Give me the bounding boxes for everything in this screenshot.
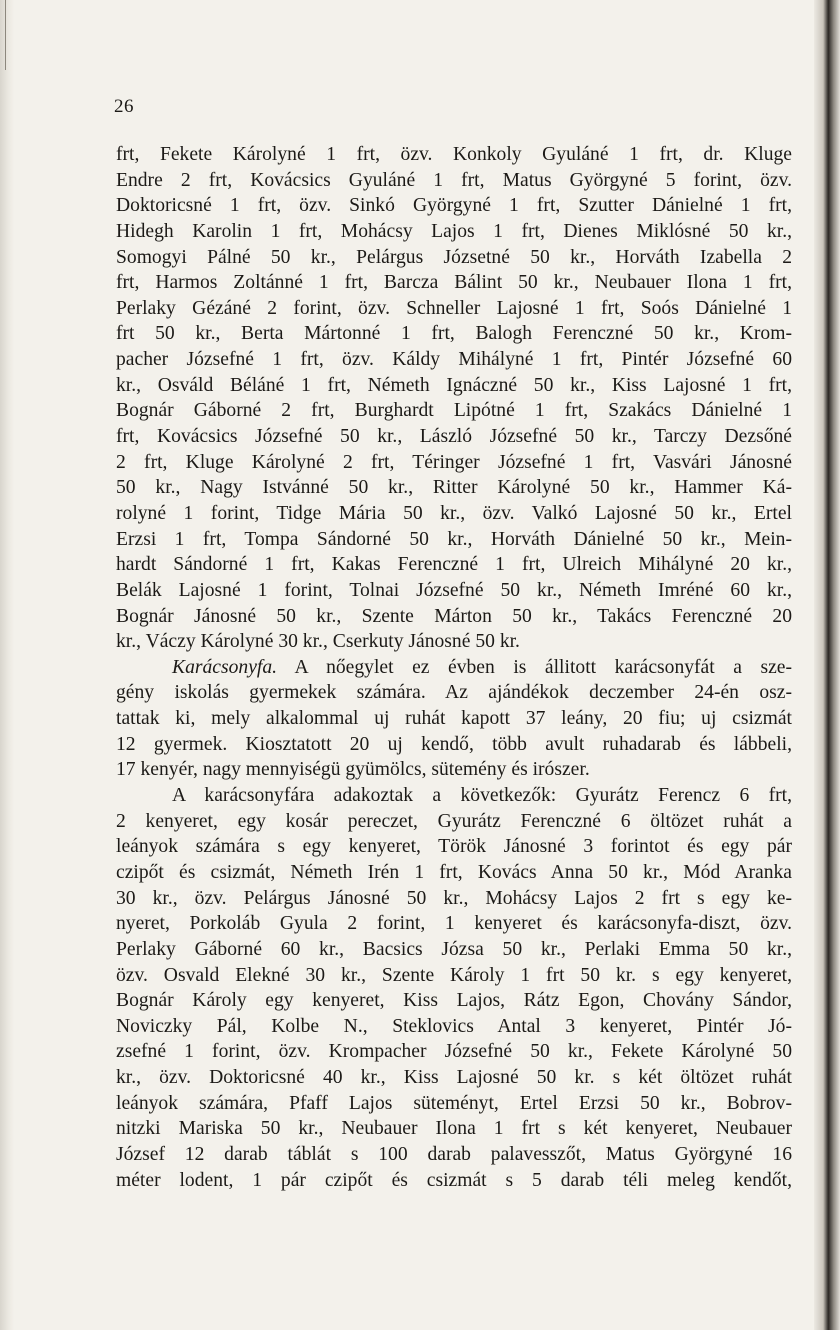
text-line: nyeret, Porkoláb Gyula 2 forint, 1 kenyeret és karácsonyfa-diszt, özv. xyxy=(116,913,792,935)
text-line: frt, Kovácsics Józsefné 50 kr., László Józsefné 50 kr., Tarczy Dezsőné xyxy=(116,426,792,448)
paragraph-first-line: A karácsonyfára adakoztak a következők: Gyurátz Ferencz 6 frt, xyxy=(172,785,792,807)
text-line-rest: A nőegylet ez évben is állitott karácsonyfát a sze- xyxy=(277,656,792,678)
page-left-margin-shadow xyxy=(0,0,14,1330)
text-line: Bognár Károly egy kenyeret, Kiss Lajos, Rátz Egon, Chovány Sándor, xyxy=(116,990,792,1012)
text-line: Somogyi Pálné 50 kr., Pelárgus Józsetné 50 kr., Horváth Izabella 2 xyxy=(116,246,792,268)
page-right-binding-shadow xyxy=(814,0,840,1330)
text-line: frt 50 kr., Berta Mártonné 1 frt, Balogh Ferenczné 50 kr., Krom- xyxy=(116,323,792,345)
text-line: Hidegh Karolin 1 frt, Mohácsy Lajos 1 frt, Dienes Miklósné 50 kr., xyxy=(116,220,792,242)
text-line: Doktoricsné 1 frt, özv. Sinkó Györgyné 1 frt, Szutter Dánielné 1 frt, xyxy=(116,195,792,217)
text-line: hardt Sándorné 1 frt, Kakas Ferenczné 1 frt, Ulreich Mihályné 20 kr., xyxy=(116,554,792,576)
text-line: pacher Józsefné 1 frt, özv. Káldy Mihályné 1 frt, Pintér Józsefné 60 xyxy=(116,349,792,371)
text-line: Bognár Gáborné 2 frt, Burghardt Lipótné 1 frt, Szakács Dánielné 1 xyxy=(116,400,792,422)
text-line: czipőt és csizmát, Németh Irén 1 frt, Kovács Anna 50 kr., Mód Aranka xyxy=(116,861,792,883)
text-line: 50 kr., Nagy Istvánné 50 kr., Ritter Károlyné 50 kr., Hammer Ká- xyxy=(116,477,792,499)
text-line: rolyné 1 forint, Tidge Mária 50 kr., özv. Valkó Lajosné 50 kr., Ertel xyxy=(116,502,792,524)
text-line: Erzsi 1 frt, Tompa Sándorné 50 kr., Horváth Dánielné 50 kr., Mein- xyxy=(116,528,792,550)
text-line: 2 frt, Kluge Károlyné 2 frt, Téringer Józsefné 1 frt, Vasvári Jánosné xyxy=(116,451,792,473)
text-line: zsefné 1 forint, özv. Krompacher Józsefné 50 kr., Fekete Károlyné 50 xyxy=(116,1041,792,1063)
text-line: Perlaky Gézáné 2 forint, özv. Schneller Lajosné 1 frt, Soós Dánielné 1 xyxy=(116,297,792,319)
page-body-text xyxy=(116,142,792,1193)
text-line: 2 kenyeret, egy kosár pereczet, Gyurátz Ferenczné 6 öltözet ruhát a xyxy=(116,810,792,832)
text-line: frt, Harmos Zoltánné 1 frt, Barcza Bálint 50 kr., Neubauer Ilona 1 frt, xyxy=(116,272,792,294)
text-line: 30 kr., özv. Pelárgus Jánosné 50 kr., Mohácsy Lajos 2 frt s egy ke- xyxy=(116,887,792,909)
text-line: 12 gyermek. Kiosztatott 20 uj kendő, több avult ruhadarab és lábbeli, xyxy=(116,733,792,755)
text-line: kr., özv. Doktoricsné 40 kr., Kiss Lajosné 50 kr. s két öltözet ruhát xyxy=(116,1067,792,1089)
text-line: Perlaky Gáborné 60 kr., Bacsics Józsa 50 kr., Perlaki Emma 50 kr., xyxy=(116,938,792,960)
text-line: Belák Lajosné 1 forint, Tolnai Józsefné 50 kr., Németh Imréné 60 kr., xyxy=(116,579,792,601)
text-line: leányok számára s egy kenyeret, Török Jánosné 3 forintot és egy pár xyxy=(116,836,792,858)
text-line: nitzki Mariska 50 kr., Neubauer Ilona 1 frt s két kenyeret, Neubauer xyxy=(116,1118,792,1140)
paragraph-first-line xyxy=(116,655,792,681)
text-line: Noviczky Pál, Kolbe N., Steklovics Antal 3 kenyeret, Pintér Jó- xyxy=(116,1015,792,1037)
section-heading-karacsonyfa: Karácsonyfa. xyxy=(172,656,278,678)
page-number: 26 xyxy=(114,96,134,117)
text-line: kr., Váczy Károlyné 30 kr., Cserkuty Jánosné 50 kr. xyxy=(116,631,520,653)
text-line: 17 kenyér, nagy mennyiségü gyümölcs, sütemény és irószer. xyxy=(116,759,590,781)
text-line: leányok számára, Pfaff Lajos süteményt, Ertel Erzsi 50 kr., Bobrov- xyxy=(116,1092,792,1114)
text-line: József 12 darab táblát s 100 darab palavesszőt, Matus Györgyné 16 xyxy=(116,1143,792,1165)
text-line: kr., Osváld Béláné 1 frt, Németh Ignáczné 50 kr., Kiss Lajosné 1 frt, xyxy=(116,374,792,396)
text-line: Endre 2 frt, Kovácsics Gyuláné 1 frt, Matus Györgyné 5 forint, özv. xyxy=(116,169,792,191)
text-line: gény iskolás gyermekek számára. Az ajándékok deczember 24-én osz- xyxy=(116,682,792,704)
text-line: özv. Osvald Elekné 30 kr., Szente Károly 1 frt 50 kr. s egy kenyeret, xyxy=(116,964,792,986)
text-line: tattak ki, mely alkalommal uj ruhát kapott 37 leány, 20 fiu; uj csizmát xyxy=(116,708,792,730)
text-line: méter lodent, 1 pár czipőt és csizmát s 5 darab téli meleg kendőt, xyxy=(116,1169,792,1191)
text-line: Bognár Jánosné 50 kr., Szente Márton 50 kr., Takács Ferenczné 20 xyxy=(116,605,792,627)
text-line: frt, Fekete Károlyné 1 frt, özv. Konkoly Gyuláné 1 frt, dr. Kluge xyxy=(116,144,792,165)
